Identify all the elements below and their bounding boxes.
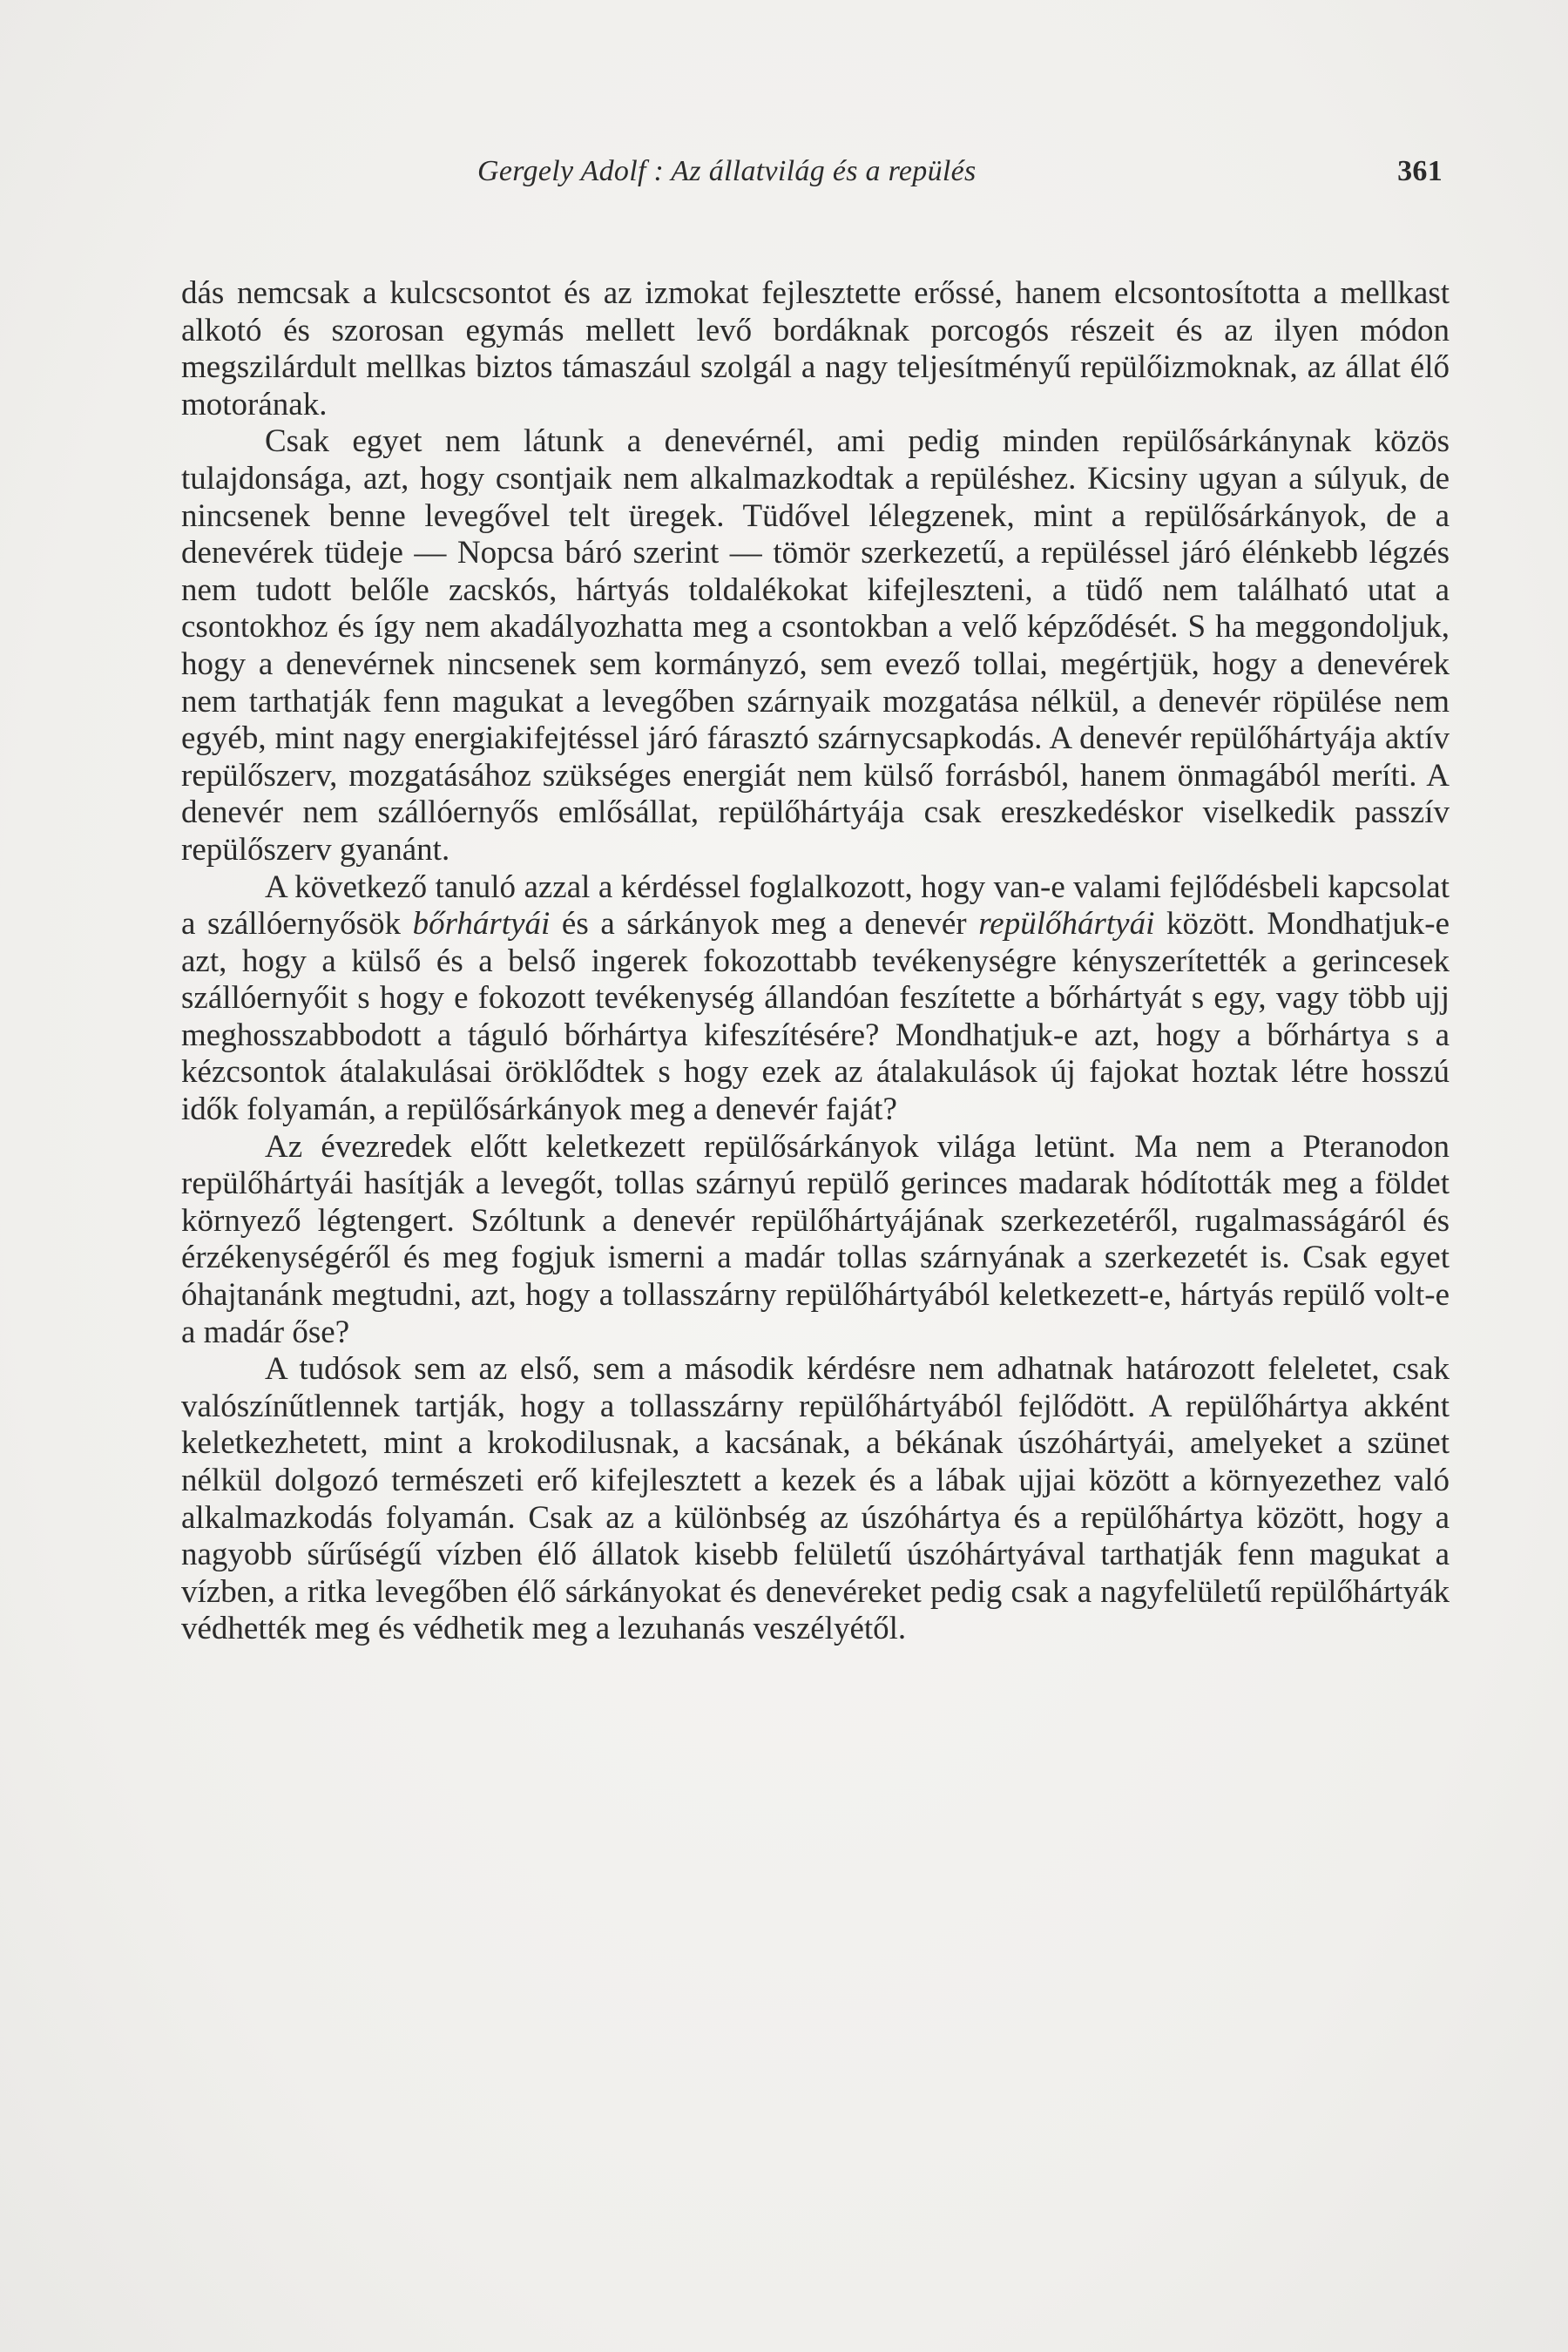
paragraph-text: között. Mondhatjuk-e azt, hogy a külső és a belső ingerek fokozottabb tevékenységre kényszerítették a gerincesek szállóernyőit s hogy e fokozott tevékenység állandóan feszítette a bőrhártyát s egy, vagy több ujj meghosszabbodott a táguló bőrhártya kifeszítésére? Mondhatjuk-e azt, hogy a bőrhártya s a kézcsontok átalakulásai öröklődtek s hogy ezek az átalakulások új fajokat hoztak létre hosszú idők folyamán, a repülősárkányok meg a denevér faját? (181, 906, 1450, 1128)
paragraph-text: A tudósok sem az első, sem a második kérdésre nem adhatnak határozott feleletet, csak valószínűtlennek tartják, hogy a tollasszárny repülőhártyából fejlődött. A repülőhártya akként keletkezhetett, mint a krokodilusnak, a kacsának, a békának úszóhártyái, amelyeket a szünet nélkül dolgozó természeti erő kifejlesztett a kezek és a lábak ujjai között a környezethez való alkalmazkodás folyamán. Csak az a különbség az úszóhártya és a repülőhártya között, hogy a nagyobb sűrűségű vízben élő állatok kisebb felületű úszóhártyával tarthatják fenn magukat a vízben, a ritka levegőben élő sárkányokat és denevéreket pedig csak a nagyfelületű repülőhártyák védhették meg és védhetik meg a lezuhanás veszélyétől. (181, 1351, 1450, 1647)
paragraph-text: és a sárkányok meg a denevér (550, 906, 979, 943)
page-header (477, 150, 1443, 193)
italic-term: repülőhártyái (978, 906, 1155, 943)
italic-term: bőrhártyái (412, 906, 551, 943)
paragraph-1 (181, 275, 1450, 423)
paragraph-5 (181, 1351, 1450, 1648)
paragraph-4 (181, 1129, 1450, 1352)
body-text (181, 275, 1450, 1648)
paragraph-3 (181, 869, 1450, 1129)
running-title: Gergely Adolf : Az állatvilág és a repülés (477, 155, 977, 187)
paragraph-text: Csak egyet nem látunk a denevérnél, ami pedig minden repülősárkánynak közös tulajdonsága, azt, hogy csontjaik nem alkalmazkodtak a repüléshez. Kicsiny ugyan a súlyuk, de nincsenek benne levegővel telt üregek. Tüdővel lélegzenek, mint a repülősárkányok, de a denevérek tüdeje — Nopcsa báró szerint — tömör szerkezetű, a repüléssel járó élénkebb légzés nem tudott belőle zacskós, hártyás toldalékokat kifejleszteni, a tüdő nem található utat a csontokhoz és így nem akadályozhatta meg a csontokban a velő képződését. S ha meggondoljuk, hogy a denevérnek nincsenek sem kormányzó, sem evező tollai, megértjük, hogy a denevérek nem tarthatják fenn magukat a levegőben szárnyaik mozgatása nélkül, a denevér röpülése nem egyéb, mint nagy energiakifejtéssel járó fárasztó szárnycsapkodás. A denevér repülőhártyája aktív repülőszerv, mozgatásához szükséges energiát nem külső forrásból, hanem önmagából meríti. A denevér nem szállóernyős emlősállat, repülőhártyája csak ereszkedéskor viselkedik passzív repülőszerv gyanánt. (181, 423, 1450, 868)
page-number: 361 (1397, 155, 1443, 187)
paragraph-2 (181, 423, 1450, 868)
paragraph-text: Az évezredek előtt keletkezett repülősárkányok világa letünt. Ma nem a Pteranodon repülőhártyái hasítják a levegőt, tollas szárnyú repülő gerinces madarak hódították meg a földet környező légtengert. Szóltunk a denevér repülőhártyájának szerkezetéről, rugalmasságáról és érzékenységéről és meg fogjuk ismerni a madár tollas szárnyának a szerkezetét is. Csak egyet óhajtanánk megtudni, azt, hogy a tollasszárny repülőhártyából keletkezett-e, hártyás repülő volt-e a madár őse? (181, 1128, 1450, 1350)
paragraph-text: dás nemcsak a kulcscsontot és az izmokat fejlesztette erőssé, hanem elcsontosította a mellkast alkotó és szorosan egymás mellett levő bordáknak porcogós részeit és az ilyen módon megszilárdult mellkas biztos támaszául szolgál a nagy teljesítményű repülőizmoknak, az állat élő motorának. (181, 275, 1450, 422)
paragraph-text: A következő tanuló azzal a kérdéssel foglalkozott, hogy van-e valami fejlődésbeli kapcsolat a szállóernyősök (181, 868, 1450, 943)
